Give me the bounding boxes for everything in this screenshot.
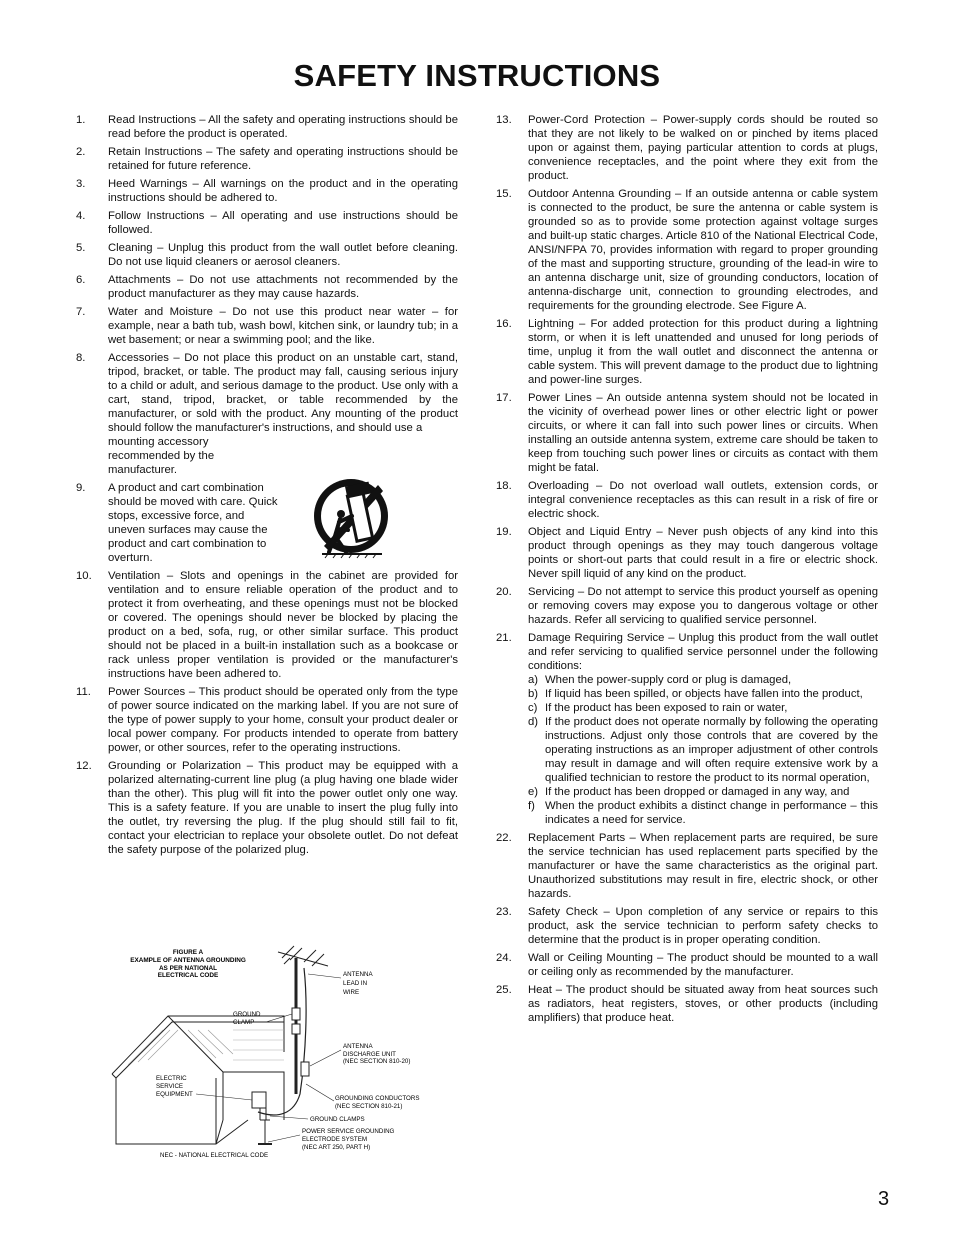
item-text: Wall or Ceiling Mounting – The product should be mounted to a wall or ceiling only as recommended by the manufacturer. [528, 952, 878, 978]
instruction-item [496, 951, 878, 979]
figure-title: ELECTRICAL CODE [157, 972, 219, 979]
label-antenna-lead: LEAD IN [343, 980, 368, 987]
item-number: 25. [496, 984, 512, 996]
label-nec-footnote: NEC - NATIONAL ELECTRICAL CODE [160, 1152, 269, 1159]
sub-condition [528, 799, 878, 827]
instruction-item [496, 983, 878, 1025]
sub-text: If liquid has been spilled, or objects have fallen into the product, [545, 688, 863, 700]
instruction-item [76, 351, 458, 477]
sub-letter: a) [528, 674, 539, 686]
item-number: 9. [76, 482, 86, 494]
instruction-item [76, 759, 458, 857]
label-electrode-system: (NEC ART 250, PART H) [302, 1144, 371, 1151]
item-number: 2. [76, 146, 86, 158]
label-discharge-unit: DISCHARGE UNIT [343, 1051, 396, 1058]
label-ground-clamp: CLAMP [233, 1019, 255, 1026]
item-number: 17. [496, 392, 512, 404]
antenna-grounding-figure [108, 944, 460, 1162]
instruction-item [76, 241, 458, 269]
sub-letter: f) [528, 800, 535, 812]
item-number: 13. [496, 114, 512, 126]
instruction-item [496, 113, 878, 183]
item-number: 21. [496, 632, 512, 644]
instruction-item [496, 187, 878, 313]
label-ground-clamp: GROUND [233, 1011, 261, 1018]
item-text: Accessories – Do not place this product on an unstable cart, stand, tripod, bracket, or table. The product may fall, causing serious injury to a child or adult, and serious damage to the product. Use only with a cart, stand, tripod, bracket, or table recommended by the manufacturer, or sold with the product. Any mounting of the product should follow the manufacturer's instructions, and should use a [108, 352, 458, 434]
item-text: Water and Moisture – Do not use this product near water – for example, near a bath tub, wash bowl, kitchen sink, or laundry tub; in a wet basement; or near a swimming pool; and the like. [108, 306, 458, 346]
instruction-item [496, 585, 878, 627]
sub-condition [528, 687, 878, 701]
item-text: Object and Liquid Entry – Never push objects of any kind into this product through openings as they may touch dangerous voltage points or short-out parts that could result in a fire or electric shock. Never spill liquid of any kind on the product. [528, 526, 878, 580]
item-text: Lightning – For added protection for this product during a lightning storm, or when it is left unattended and unused for long periods of time, unplug it from the wall outlet and disconnect the antenna or cable system. This will prevent damage to the product due to lightning and power-line surges. [528, 318, 878, 386]
item-text: Power-Cord Protection – Power-supply cords should be routed so that they are not likely to be walked on or pinched by items placed upon or against them, paying particular attention to cords at plugs, convenience receptacles, and the point where they exit from the product. [528, 114, 878, 182]
label-discharge-unit: (NEC SECTION 810-20) [343, 1058, 411, 1065]
instruction-item [496, 479, 878, 521]
figure-title: EXAMPLE OF ANTENNA GROUNDING [130, 957, 246, 964]
sub-condition [528, 715, 878, 785]
item-text: Power Sources – This product should be operated only from the type of power source indicated on the marking label. If you are not sure of the type of power supply to your home, consult your product dealer or local power company. For products intended to operate from battery power, or other sources, refer to the operating instructions. [108, 686, 458, 754]
item-text: Replacement Parts – When replacement parts are required, be sure the service technician has used replacement parts specified by the manufacturer or have the same characteristics as the original part. Unauthorized substitutions may result in fire, electric shock, or other hazards. [528, 832, 878, 900]
item-text: Servicing – Do not attempt to service this product yourself as opening or removing covers may expose you to dangerous voltage or other hazards. Refer all servicing to qualified service personnel. [528, 586, 878, 626]
instruction-item [76, 569, 458, 681]
instruction-item [76, 685, 458, 755]
item-number: 3. [76, 178, 86, 190]
label-electric-service: ELECTRIC [156, 1075, 187, 1082]
item-number: 18. [496, 480, 512, 492]
label-antenna-lead: ANTENNA [343, 971, 373, 978]
item-text: Outdoor Antenna Grounding – If an outside antenna or cable system is connected to the product, be sure the antenna or cable system is grounded so as to provide some protection against voltage surges and built-up static charges. Article 810 of the National Electrical Code, ANSI/NFPA 70, provides information with regard to proper grounding of the mast and supporting structure, grounding of the lead-in wire to an antenna discharge unit, size of grounding conductors, location of antenna-discharge unit, connection to grounding electrodes, and requirements for the grounding electrode. See Figure A. [528, 188, 878, 312]
instruction-item [76, 177, 458, 205]
instruction-item [496, 391, 878, 475]
sub-letter: b) [528, 688, 539, 700]
instruction-item [76, 305, 458, 347]
house-drawing [112, 1016, 284, 1144]
label-grounding-conductors: GROUNDING CONDUCTORS [335, 1095, 420, 1102]
label-electric-service: EQUIPMENT [156, 1091, 193, 1098]
item-text: A product and cart combination should be moved with care. Quick stops, excessive force, and uneven surfaces may cause the product and cart combination to overturn. [108, 482, 278, 564]
item-text: Overloading – Do not overload wall outlets, extension cords, or integral convenience receptacles as this can result in a risk of fire or electric shock. [528, 480, 878, 520]
item-text: Ventilation – Slots and openings in the cabinet are provided for ventilation and to ensure reliable operation of the product and to protect it from overheating, and these openings must not be blocked or covered. The openings should never be blocked by placing the product on a bed, sofa, rug, or other similar surface. This product should not be placed in a built-in installation such as a bookcase or rack unless proper ventilation is provided or the manufacturer's instructions have been adhered to. [108, 570, 458, 680]
item-number: 15. [496, 188, 512, 200]
instruction-item [76, 209, 458, 237]
item-number: 5. [76, 242, 86, 254]
item-number: 8. [76, 352, 86, 364]
sub-condition [528, 673, 878, 687]
sub-text: If the product does not operate normally by following the operating instructions. Adjust only those controls that are covered by the operating instructions as an improper adjustment of other controls may result in damage and will often require extensive work by a qualified technician to restore the product to its normal operation, [545, 716, 878, 784]
instruction-item [496, 831, 878, 901]
sub-text: When the product exhibits a distinct change in performance – this indicates a need for service. [545, 800, 878, 826]
instruction-item [76, 481, 458, 565]
instruction-item [496, 525, 878, 581]
figure-title: AS PER NATIONAL [158, 965, 218, 972]
item-text-continued: mounting accessory recommended by the manufacturer. [108, 436, 215, 476]
item-number: 4. [76, 210, 86, 222]
right-column [496, 113, 878, 1029]
page-title: SAFETY INSTRUCTIONS [293, 58, 661, 93]
item-text: Retain Instructions – The safety and operating instructions should be retained for future reference. [108, 146, 458, 172]
item-number: 19. [496, 526, 512, 538]
label-electrode-system: ELECTRODE SYSTEM [302, 1136, 367, 1143]
label-electric-service: SERVICE [156, 1083, 184, 1090]
item-text: Attachments – Do not use attachments not recommended by the product manufacturer as they may cause hazards. [108, 274, 458, 300]
left-column [76, 113, 458, 861]
label-grounding-conductors: (NEC SECTION 810-21) [335, 1103, 403, 1110]
item-text: Damage Requiring Service – Unplug this product from the wall outlet and refer servicing to qualified service personnel under the following conditions: [528, 632, 878, 672]
item-text: Read Instructions – All the safety and operating instructions should be read before the product is operated. [108, 114, 458, 140]
page-number: 3 [878, 1188, 890, 1210]
sub-text: If the product has been dropped or damaged in any way, and [545, 786, 850, 798]
sub-letter: c) [528, 702, 538, 714]
item-text: Power Lines – An outside antenna system should not be located in the vicinity of overhead power lines or other electric light or power circuits, or where it can fall into such power lines or circuits. When installing an outside antenna system, extreme care should be taken to keep from touching such power lines or circuits as contact with them might be fatal. [528, 392, 878, 474]
item-number: 23. [496, 906, 512, 918]
antenna-mast [252, 946, 328, 1144]
sub-text: If the product has been exposed to rain or water, [545, 702, 788, 714]
cart-warning-symbol [312, 466, 390, 576]
instruction-item [76, 273, 458, 301]
sub-text: When the power-supply cord or plug is damaged, [545, 674, 792, 686]
item-text: Follow Instructions – All operating and use instructions should be followed. [108, 210, 458, 236]
item-text: Heat – The product should be situated away from heat sources such as radiators, heat registers, stoves, or other products (including amplifiers) that produce heat. [528, 984, 878, 1024]
sub-condition [528, 701, 878, 715]
item-number: 24. [496, 952, 512, 964]
item-number: 11. [76, 686, 91, 698]
item-number: 22. [496, 832, 512, 844]
sub-letter: e) [528, 786, 539, 798]
item-number: 1. [76, 114, 86, 126]
item-text: Grounding or Polarization – This product may be equipped with a polarized alternating-current line plug (a plug having one blade wider than the other). This plug will fit into the power outlet only one way. This is a safety feature. If you are unable to insert the plug fully into the outlet, try reversing the plug. If the plug should still fail to fit, contact your electrician to replace your obsolete outlet. Do not defeat the safety purpose of the polarized plug. [108, 760, 458, 856]
item-number: 10. [76, 570, 92, 582]
item-text: Cleaning – Unplug this product from the wall outlet before cleaning. Do not use liquid cleaners or aerosol cleaners. [108, 242, 458, 268]
label-electrode-system: POWER SERVICE GROUNDING [302, 1128, 395, 1135]
instruction-item [496, 317, 878, 387]
figure-title: FIGURE A [172, 949, 204, 956]
instruction-item [496, 905, 878, 947]
item-text: Heed Warnings – All warnings on the product and in the operating instructions should be adhered to. [108, 178, 458, 204]
label-discharge-unit: ANTENNA [343, 1043, 373, 1050]
item-number: 6. [76, 274, 86, 286]
sub-letter: d) [528, 716, 539, 728]
label-ground-clamps: GROUND CLAMPS [310, 1116, 365, 1123]
item-number: 20. [496, 586, 512, 598]
instruction-item [76, 113, 458, 141]
item-number: 16. [496, 318, 512, 330]
item-number: 12. [76, 760, 92, 772]
instruction-item [76, 145, 458, 173]
item-number: 7. [76, 306, 86, 318]
item-text: Safety Check – Upon completion of any service or repairs to this product, ask the service technician to perform safety checks to determine that the product is in proper operating condition. [528, 906, 878, 946]
label-antenna-lead: WIRE [343, 989, 360, 996]
instruction-item [496, 631, 878, 827]
sub-condition [528, 785, 878, 799]
